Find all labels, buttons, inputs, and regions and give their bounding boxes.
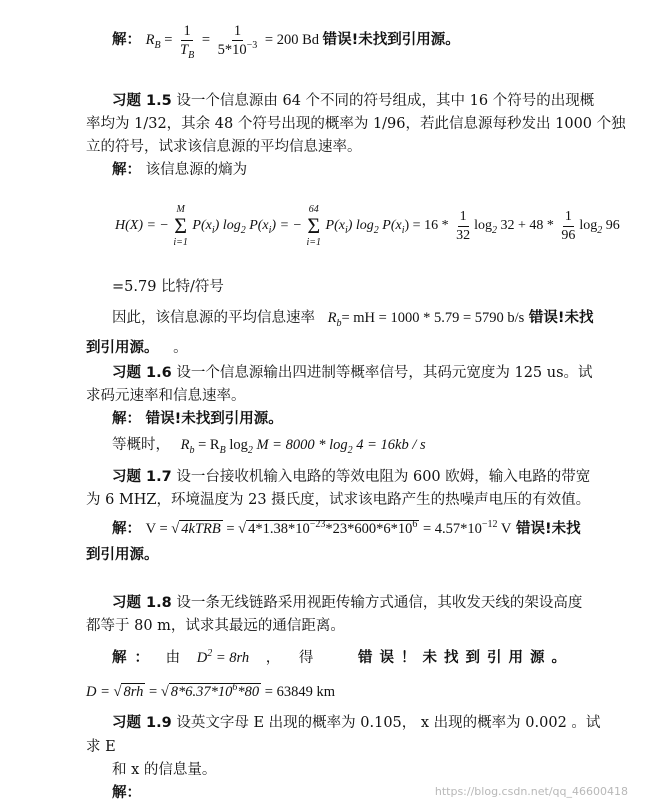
problem-1-7-solution: 解： V = √ 4kTRB = √ $4*1.38*10^{-23}*23*600*6*10^6 = 4.57*10^{-12}$ V 错误!未找 bbox=[112, 519, 581, 537]
solution-label: 解： bbox=[112, 31, 141, 48]
solution-label: 解： bbox=[112, 162, 141, 178]
problem-1-6-line-1: 习题 1.6 设一个信息源输出四进制等概率信号，其码元宽度为 125 us。试 bbox=[112, 365, 593, 381]
fraction: $\frac{1}{96}$ bbox=[561, 208, 576, 243]
solution-label: 解： bbox=[112, 411, 141, 427]
fraction: $\frac{1}{32}$ bbox=[456, 208, 471, 243]
problem-1-6-solution bbox=[112, 408, 590, 430]
problem-1-8-result: D = √ 8rh = √ $8*6.37*10^6*80 = 63849$ km bbox=[86, 682, 335, 700]
watermark: https://blog.csdn.net/qq_46600418 bbox=[434, 784, 628, 798]
solution-label: 解 ： bbox=[112, 650, 149, 666]
problem-1-5-line-1: 习题 1.5 设一个信息源由 64 个不同的符号组成，其中 16 个符号的出现概 bbox=[112, 93, 595, 109]
reference-error: 到引用源。 bbox=[86, 340, 159, 356]
info-rate-line: 因此，该信息源的平均信息速率 $R_b=$ mH = 1000 * 5.79 = 5790 b/s 错误!未找 bbox=[112, 310, 594, 329]
problem-1-8-solution: 解 ： 由 $D^2 = 8rh$ ， 得 错误！未找到引用源。 bbox=[112, 648, 573, 666]
sum-symbol: M Σ i=1 bbox=[173, 204, 188, 248]
entropy-result: =5.79 比特/符号 bbox=[112, 279, 224, 295]
problem-1-6-line-2: 求码元速率和信息速率。 bbox=[86, 388, 246, 404]
reference-error: 错误!未找 bbox=[516, 521, 581, 537]
info-rate-line-2: 到引用源。 。 bbox=[86, 340, 188, 356]
reference-error: 错误!未找 bbox=[528, 310, 594, 326]
reference-error: 错误!未找到引用源。 bbox=[145, 411, 283, 427]
formula: $R_B$ = $\frac{1}{T_B}$ = $\frac{1}{5*10^{-3}}$ = 200 Bd bbox=[145, 23, 320, 61]
problem-label: 习题 1.6 bbox=[112, 365, 172, 381]
reference-error: 错误！未找到引用源。 bbox=[357, 650, 573, 666]
entropy-formula: H(X) = − M Σ i=1 $P(x_i)$ $\log_2 P(x_i)$ = − 64 Σ i=1 $P(x_i)$ $\log_2 P(x_i) = 16$ * $\frac{1}{32}$ $\log_2 32 + 48$ * $\frac{1}{96}$ $\log_2 96$ bbox=[115, 204, 620, 248]
solution-label: 解： bbox=[112, 521, 141, 537]
problem-1-9-line-2: 求 E bbox=[86, 739, 116, 755]
problem-label: 习题 1.5 bbox=[112, 93, 172, 109]
reference-error: 错误!未找到引用源。 bbox=[322, 31, 460, 48]
problem-1-8-line-1: 习题 1.8 设一条无线链路采用视距传输方式通信，其收发天线的架设高度 bbox=[112, 595, 583, 611]
problem-1-7-solution-2 bbox=[86, 544, 590, 566]
solution-label: 解： bbox=[112, 785, 141, 801]
fraction: $\frac{1}{T_B}$ bbox=[180, 23, 195, 61]
problem-1-5-line-2: 率均为 1/32，其余 48 个符号出现的概率为 1/96，若此信息源每秒发出 1000 个独 bbox=[86, 116, 626, 132]
problem-1-8-line-2: 都等于 80 m，试求其最远的通信距离。 bbox=[86, 618, 345, 634]
problem-label: 习题 1.8 bbox=[112, 595, 172, 611]
problem-1-5-solution: 解： 该信息源的熵为 bbox=[112, 162, 248, 178]
problem-label: 习题 1.7 bbox=[112, 469, 172, 485]
problem-1-5-line-3: 立的符号，试求该信息源的平均信息速率。 bbox=[86, 139, 362, 155]
problem-1-9-line-1: 习题 1.9 设英文字母 E 出现的概率为 0.105， x 出现的概率为 0.002 。试 bbox=[112, 715, 601, 731]
solution-1-4 bbox=[112, 22, 590, 59]
reference-error: 到引用源。 bbox=[86, 547, 159, 563]
fraction: $\frac{1}{5*10^{-3}}$ bbox=[217, 23, 258, 58]
problem-1-7-line-1: 习题 1.7 设一台接收机输入电路的等效电阻为 600 欧姆，输入电路的带宽 bbox=[112, 469, 591, 485]
sum-symbol: 64 Σ i=1 bbox=[306, 204, 322, 248]
problem-1-9-line-3: 和 x 的信息量。 bbox=[112, 762, 217, 778]
problem-1-6-equation: 等概时， $R_b = R_B$ $\log_2 M = 8000 * \log_2 4 = 16kb / s$ bbox=[112, 437, 426, 456]
problem-1-7-line-2: 为 6 MHZ，环境温度为 23 摄氏度，试求该电路产生的热噪声电压的有效值。 bbox=[86, 492, 591, 508]
problem-label: 习题 1.9 bbox=[112, 715, 172, 731]
